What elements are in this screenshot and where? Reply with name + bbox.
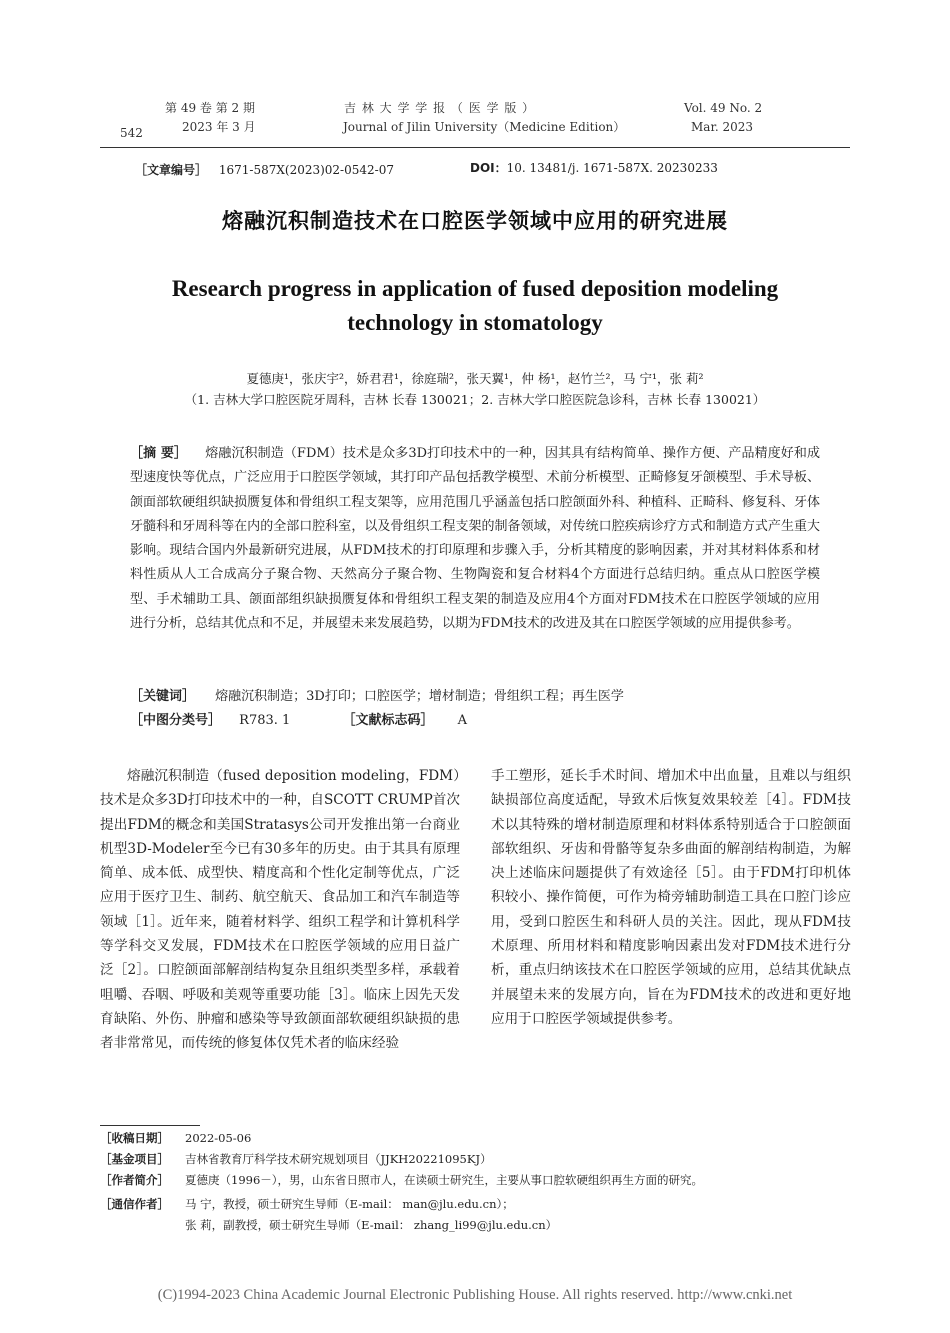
journal-name-cn: 吉 林 大 学 学 报 （ 医 学 版 ） (344, 101, 536, 115)
journal-name-en: Journal of Jilin University（Medicine Edition） (343, 120, 626, 134)
volume-cn: 第 49 卷 第 2 期 (165, 101, 255, 115)
article-id: ［文章编号］ 1671-587X(2023)02-0542-07 (135, 163, 394, 177)
page-number: 542 (120, 126, 143, 140)
footnote-corresponding-2: 张 莉，副教授，硕士研究生导师（E-mail： zhang_li99@jlu.edu.cn） (185, 1218, 558, 1232)
footnote-corresponding: ［通信作者］ 马 宁，教授，硕士研究生导师（E-mail： man@jlu.edu.cn）； (100, 1197, 514, 1211)
body-right-column: 手工塑形，延长手术时间、增加术中出血量，且难以与组织缺损部位高度适配，导致术后恢复效果较差［4］。FDM技术以其特殊的增材制造原理和材料体系特别适合于口腔颌面部软组织、牙齿和骨骼等复杂多曲面的解剖结构制造，为解决上述临床问题提供了有效途径［5］。由于FDM打印机体积较小、操作简便，可作为椅旁辅助制造工具在口腔门诊应用，受到口腔医生和科研人员的关注。因此，现从FDM技术原理、所用材料和精度影响因素出发对FDM技术进行分析，重点归纳该技术在口腔医学领域的应用，总结其优缺点并展望未来的发展方向，旨在为FDM技术的改进和更好地应用于口腔医学领域提供参考。 (491, 768, 851, 1027)
doi: DOI：10. 13481/j. 1671-587X. 20230233 (470, 161, 718, 175)
footnote-rule (100, 1125, 200, 1126)
body-left-column: 熔融沉积制造（fused deposition modeling，FDM）技术是众多3D打印技术中的一种，自SCOTT CRUMP首次提出FDM的概念和美国Stratasys公司开发推出第一台商业机型3D-Modeler至今已有30多年的历史。由于其具有原理简单、成本低、成型快、精度高和个性化定制等优点，广泛应用于医疗卫生、制药、航空航天、食品加工和汽车制造等领域［1］。近年来，随着材料学、组织工程学和计算机科学等学科交叉发展，FDM技术在口腔医学领域的应用日益广泛［2］。口腔颌面部解剖结构复杂且组织类型多样，承载着咀嚼、吞咽、呼吸和美观等重要功能［3］。临床上因先天发育缺陷、外伤、肿瘤和感染等导致颌面部软硬组织缺损的患者非常常见，而传统的修复体仅凭术者的临床经验 (100, 768, 460, 1052)
footnote-received: ［收稿日期］ 2022-05-06 (100, 1131, 252, 1145)
footnote-author-bio: ［作者简介］ 夏德庚（1996－），男，山东省日照市人，在读硕士研究生，主要从事口腔软硬组织再生方面的研究。 (100, 1173, 704, 1187)
abstract-text: 熔融沉积制造（FDM）技术是众多3D打印技术中的一种，因其具有结构简单、操作方便、产品精度好和成型速度快等优点，广泛应用于口腔医学领域，其打印产品包括教学模型、术前分析模型、正畸修复牙颌模型、手术导板、颌面部软硬组织缺损赝复体和骨组织工程支架等，应用范围几乎涵盖包括口腔颌面外科、种植科、正畸科、修复科、牙体牙髓科和牙周科等在内的全部口腔科室，以及骨组织工程支架的制备领域，对传统口腔疾病诊疗方式和制造方式产生重大影响。现结合国内外最新研究进展，从FDM技术的打印原理和步骤入手，分析其精度的影响因素，并对其材料体系和材料性质从人工合成高分子聚合物、天然高分子聚合物、生物陶瓷和复合材料4个方面进行总结归纳。重点从口腔医学模型、手术辅助工具、颌面部组织缺损赝复体和骨组织工程支架的制造及应用4个方面对FDM技术在口腔医学领域的应用进行分析，总结其优点和不足，并展望未来发展趋势，以期为FDM技术的改进及其在口腔医学领域的应用提供参考。 (130, 446, 820, 632)
copyright: (C)1994-2023 China Academic Journal Electronic Publishing House. All rights reserved. http://www.cnki.net (157, 1287, 793, 1303)
header-rule (100, 147, 850, 148)
affiliation: （1. 吉林大学口腔医院牙周科，吉林 长春 130021；2. 吉林大学口腔医院急诊科，吉林 长春 130021） (184, 392, 766, 407)
abstract-label: ［摘 要］ (130, 446, 188, 461)
title-en: Research progress in application of fused deposition modeling technology in stomatology (171, 276, 779, 335)
volume-en: Vol. 49 No. 2 (684, 101, 763, 115)
classification: ［中图分类号］ R783. 1 ［文献标志码］ A (130, 713, 467, 728)
keywords: ［关键词］ 熔融沉积制造；3D打印；口腔医学；增材制造；骨组织工程；再生医学 (130, 689, 624, 704)
footnote-funding: ［基金项目］ 吉林省教育厅科学技术研究规划项目（JJKH20221095KJ） (100, 1152, 492, 1166)
date-en: Mar. 2023 (691, 120, 754, 134)
date-cn: 2023 年 3 月 (182, 120, 256, 134)
abstract (130, 442, 820, 636)
authors: 夏德庚¹，张庆宇²，娇君君¹，徐庭瑞²，张天翼¹，仲 杨¹，赵竹兰²，马 宁¹，张 莉² (246, 371, 704, 386)
title-cn: 熔融沉积制造技术在口腔医学领域中应用的研究进展 (222, 209, 728, 233)
